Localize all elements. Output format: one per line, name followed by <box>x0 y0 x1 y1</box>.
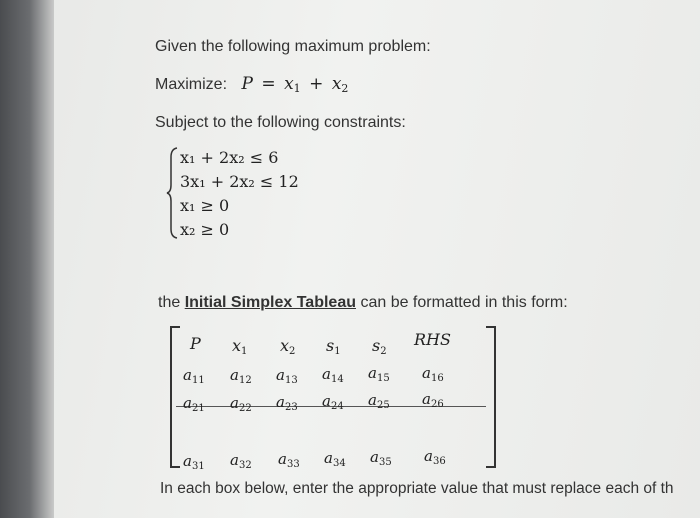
header-x2: $x_2$ <box>280 336 296 357</box>
cell-a23: $a_{23}$ <box>276 393 298 413</box>
constraints-brace <box>166 147 178 239</box>
cell-a35: $a_{35}$ <box>370 448 392 468</box>
cell-a16: $a_{16}$ <box>422 364 444 384</box>
cell-a13: $a_{13}$ <box>276 366 298 386</box>
cell-a26: $a_{26}$ <box>422 390 444 410</box>
header-s1: $s_1$ <box>326 336 341 357</box>
constraints-intro: Subject to the following constraints: <box>155 114 406 131</box>
instructions-text: In each box below, enter the appropriate value that must replace each of th <box>160 480 674 497</box>
cell-a21: $a_{21}$ <box>183 394 205 414</box>
maximize-label: Maximize: <box>155 76 228 93</box>
matrix-right-bracket <box>486 326 496 468</box>
tableau-intro: the Initial Simplex Tableau can be formatted in this form: <box>158 294 568 311</box>
cell-a14: $a_{14}$ <box>322 365 344 385</box>
cell-a15: $a_{15}$ <box>368 364 390 384</box>
header-x1: $x_1$ <box>232 336 248 357</box>
objective-line <box>155 74 348 95</box>
cell-a22: $a_{22}$ <box>230 394 252 414</box>
cell-a31: $a_{31}$ <box>183 452 205 472</box>
cell-a12: $a_{12}$ <box>230 366 252 386</box>
objective-term1: $x_1$ <box>284 74 301 95</box>
constraint-3: x₁ ≥ 0 <box>180 196 230 215</box>
header-rhs: RHS <box>414 330 451 349</box>
matrix-left-bracket <box>170 326 180 468</box>
header-p: P <box>190 334 201 353</box>
intro-text: Given the following maximum problem: <box>155 38 431 55</box>
constraint-1: x₁ + 2x₂ ≤ 6 <box>180 148 279 167</box>
cell-a24: $a_{24}$ <box>322 392 344 412</box>
cell-a25: $a_{25}$ <box>368 391 390 411</box>
objective-term2: $x_2$ <box>331 74 349 95</box>
cell-a34: $a_{34}$ <box>324 449 346 469</box>
objective-lhs: P <box>241 74 253 94</box>
cell-a33: $a_{33}$ <box>278 450 300 470</box>
constraint-4: x₂ ≥ 0 <box>180 220 230 239</box>
cell-a32: $a_{32}$ <box>230 451 252 471</box>
initial-simplex-tableau-label: Initial Simplex Tableau <box>184 294 356 311</box>
objective-plus: + <box>309 74 324 94</box>
cell-a11: $a_{11}$ <box>183 366 205 386</box>
constraint-2: 3x₁ + 2x₂ ≤ 12 <box>180 172 299 191</box>
objective-eq: = <box>261 74 276 94</box>
cell-a36: $a_{36}$ <box>424 447 446 467</box>
header-s2: $s_2$ <box>372 336 387 357</box>
